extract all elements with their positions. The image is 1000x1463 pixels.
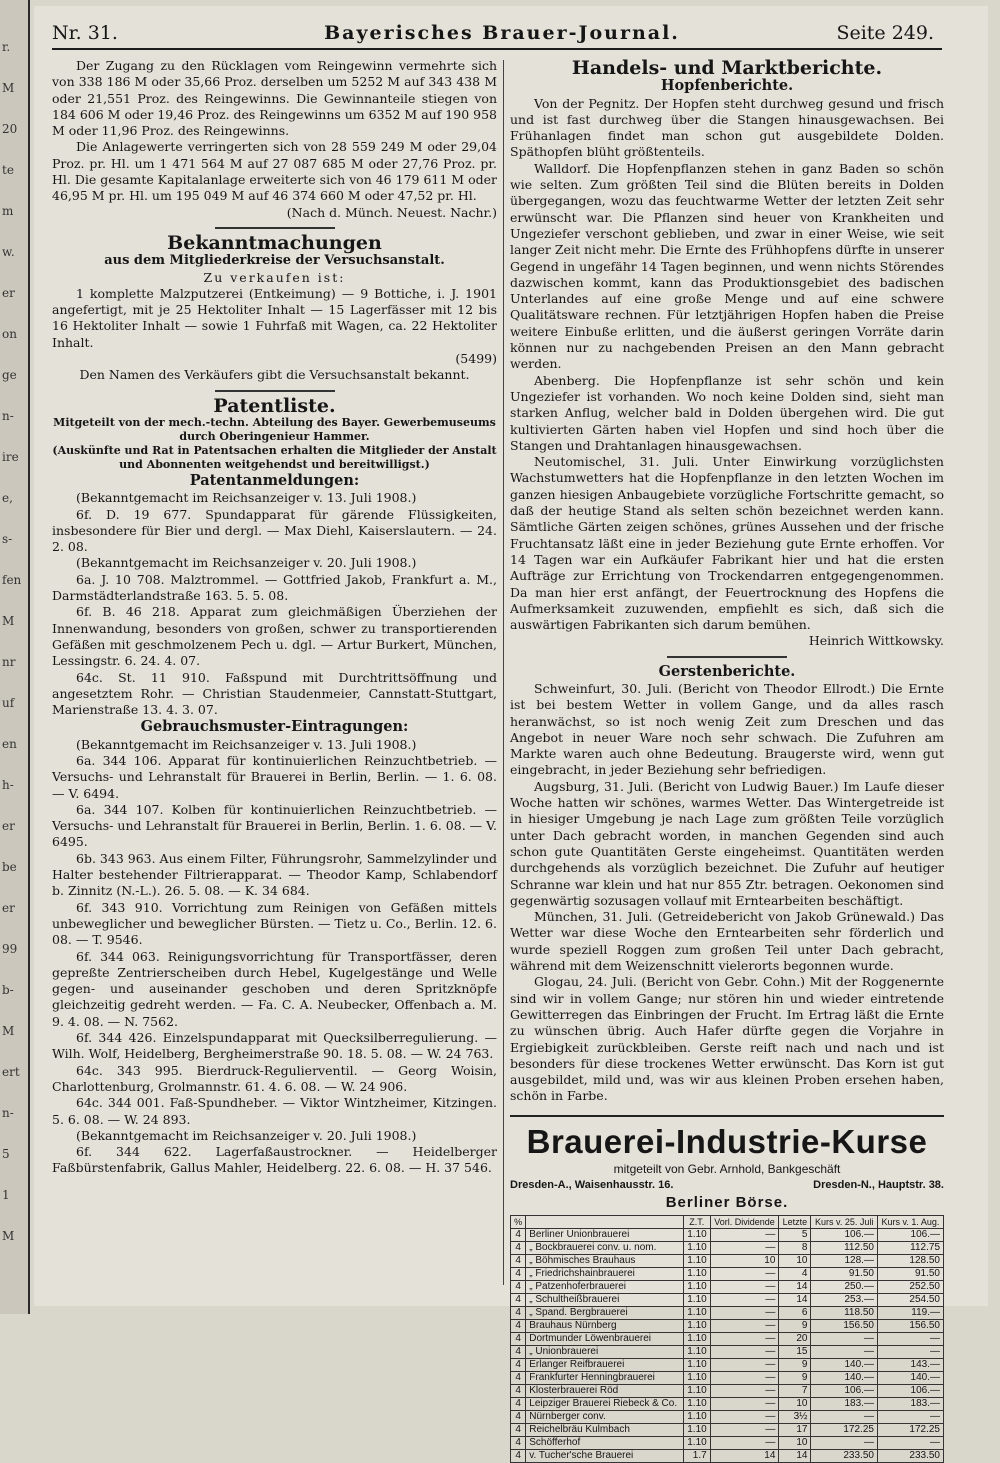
patent-entry: 64c. St. 11 910. Faßspund mit Durchtrittsöffnung und angesetztem Rohr. — Christian Staudenmeier, Cannstatt-Stuttgart, Marienstraße 13. 4. 3. 07. — [52, 669, 497, 718]
table-row — [511, 1254, 944, 1267]
table-cell: 4 — [511, 1436, 526, 1449]
barley-report: Glogau, 24. Juli. (Bericht von Gebr. Cohn.) Mit der Roggenernte sind wir in vollem Gange; nur stören hin und wieder eintretende Gewitterregen das Einbringen der Frucht. Im Ertrag läßt die Ernte zu wünschen übrig. Auch Hafer dürfte gegen die Vorjahre in Ergiebigkeit zurückbleiben. Gerste reift nach und nach und ist besonders für diese trockenes Wetter erwünscht. Das Korn ist gut ausgebildet, mild und, was wir aus kleinen Proben ersehen haben, schön in Farbe. — [510, 974, 944, 1104]
table-cell: „ Spand. Bergbrauerei — [526, 1306, 684, 1319]
table-row — [511, 1371, 944, 1384]
page-number: Seite 249. — [836, 22, 934, 44]
table-cell: 233.50 — [811, 1449, 877, 1462]
table-cell: „ Unionbrauerei — [526, 1345, 684, 1358]
table-cell: Frankfurter Henningbrauerei — [526, 1371, 684, 1384]
edge-fragment: er — [2, 286, 15, 300]
table-cell: 112.75 — [877, 1241, 943, 1254]
hops-reports-title: Hopfenberichte. — [660, 77, 794, 95]
stock-column-header: % — [511, 1215, 526, 1228]
ad-address-right: Dresden-N., Hauptstr. 38. — [813, 1179, 944, 1191]
table-cell: 5 — [779, 1228, 811, 1241]
table-cell: 7 — [779, 1384, 811, 1397]
table-cell: — — [710, 1293, 779, 1306]
intro-paragraph-2: Die Anlagewerte verringerten sich von 28 559 249 M oder 29,04 Proz. pr. Hl. um 1 471 564 M auf 27 087 685 M oder 27,76 Proz. pr. Hl. Die gesamte Kapitalanlage erweiterte sich von 46 179 611 M oder 46,95 M pr. Hl. um 195 049 M auf 46 374 660 M oder 47,52 pr. Hl. — [52, 139, 497, 204]
table-cell: 252.50 — [877, 1280, 943, 1293]
hops-report: Von der Pegnitz. Der Hopfen steht durchweg gesund und frisch und ist fast durchweg über die Stangen hinausgewachsen. Bei Frühanlagen findet man schon gut ausgebildete Dolden. Späthopfen blüht größtenteils. — [510, 95, 944, 160]
stock-column-header: Vorl. Dividende — [710, 1215, 779, 1228]
table-row — [511, 1410, 944, 1423]
table-cell: 1.10 — [683, 1384, 710, 1397]
utility-models-list — [52, 737, 497, 1177]
patent-entry: 6a. J. 10 708. Malztrommel. — Gottfried Jakob, Frankfurt a. M., Darmstädterlandstraße 163. 5. 5. 08. — [52, 571, 497, 604]
patent-entry: (Bekanntgemacht im Reichsanzeiger v. 13. Juli 1908.) — [76, 490, 417, 506]
table-cell: 4 — [511, 1241, 526, 1254]
table-cell: — — [710, 1345, 779, 1358]
for-sale-text: 1 komplette Malzputzerei (Entkeimung) — 9 Bottiche, i. J. 1901 angefertigt, mit je 25 Hektoliter Inhalt — 15 Lagerfässer mit 12 bis 16 Hektoliter Inhalt — sowie 1 Fuhrfaß mit Wagen, ca. 22 Hektoliter Inhalt. — [52, 285, 497, 350]
patent-list-title: Patentliste. — [213, 394, 336, 417]
edge-fragment: uf — [2, 696, 15, 710]
table-cell: 1.10 — [683, 1436, 710, 1449]
table-cell: 17 — [779, 1423, 811, 1436]
table-cell: 10 — [710, 1254, 779, 1267]
table-cell: 1.10 — [683, 1267, 710, 1280]
stock-column-header: Kurs v. 1. Aug. — [877, 1215, 943, 1228]
edge-fragment: 99 — [2, 942, 18, 956]
for-sale-note: Den Namen des Verkäufers gibt die Versuchsanstalt bekannt. — [79, 367, 470, 383]
table-cell: Berliner Unionbrauerei — [526, 1228, 684, 1241]
table-cell: 1.10 — [683, 1371, 710, 1384]
ad-subtitle: mitgeteilt von Gebr. Arnhold, Bankgeschäft — [613, 1161, 841, 1176]
for-sale-number: (5499) — [455, 351, 497, 367]
utility-models-title: Gebrauchsmuster-Eintragungen: — [140, 718, 409, 736]
table-row — [511, 1436, 944, 1449]
table-cell: 4 — [511, 1306, 526, 1319]
edge-fragment: M — [2, 614, 15, 628]
table-cell: — — [877, 1410, 943, 1423]
edge-fragment: h- — [2, 778, 14, 792]
utility-model-entry: (Bekanntgemacht im Reichsanzeiger v. 20. Juli 1908.) — [76, 1127, 417, 1143]
edge-fragment: m — [2, 204, 14, 218]
patent-entry: 6f. B. 46 218. Apparat zum gleichmäßigen Überziehen der Innenwandung, besonders von großen, schwer zu transportierenden Gefäßen mit geschmolzenem Pech u. dgl. — Artur Burkert, München, Lessingstr. 6. 24. 4. 07. — [52, 604, 497, 669]
table-cell: — — [710, 1384, 779, 1397]
table-cell: 4 — [511, 1449, 526, 1462]
table-cell: 172.25 — [811, 1423, 877, 1436]
table-cell: 106.— — [811, 1228, 877, 1241]
table-cell: Reichelbräu Kulmbach — [526, 1423, 684, 1436]
barley-report: Schweinfurt, 30. Juli. (Bericht von Theodor Ellrodt.) Die Ernte ist bei bestem Wetter in vollem Gange, und da alles rasch heranwächst, so ist noch wenig Zeit zum Dreschen und das Angebot in neuer Ware noch sehr schwach. Die Zufuhren am Markte waren auch ohne Bedeutung. Braugerste wird, wenn gut eingebracht, in jeder Beziehung sehr befriedigen. — [510, 680, 944, 778]
hops-report: Neutomischel, 31. Juli. Unter Einwirkung vorzüglichsten Wachstumwetters hat die Hopfenpflanze in den letzten Wochen im ganzen hiesigen Anbaugebiete vorzügliche Fortschritte gemacht, so daß der heutige Stand als selten schön bezeichnet werden kann. Sämtliche Gärten zeigen schönes, grünes Aussehen und der frische Fruchtansatz läßt eine in jeder Beziehung gute Ernte erhoffen. Vor 14 Tagen war ein Aufkäufer Fabrikant hier und hat die ersten Aufträge zur Errichtung von Trockendarren entgegengenommen. Da man hier erst anfängt, der Feuertrocknung des Hopfens die Aufmerksamkeit zuzuwenden, empfiehlt es sich, daß sich die auswärtigen Fabrikanten sich darum bemühen. — [510, 454, 944, 633]
table-cell: 128.— — [811, 1254, 877, 1267]
edge-fragment: M — [2, 1229, 15, 1243]
table-cell: 1.10 — [683, 1397, 710, 1410]
intro-source: (Nach d. Münch. Neuest. Nachr.) — [286, 204, 497, 220]
table-cell: — — [710, 1410, 779, 1423]
table-cell: Nürnberger conv. — [526, 1410, 684, 1423]
table-cell: 1.10 — [683, 1241, 710, 1254]
edge-fragment: te — [2, 163, 14, 177]
table-cell: 4 — [511, 1423, 526, 1436]
stock-table — [510, 1215, 944, 1463]
section-rule — [215, 227, 335, 229]
announcements-title: Bekanntmachungen — [167, 231, 382, 254]
table-cell: 4 — [511, 1384, 526, 1397]
table-cell: 14 — [779, 1449, 811, 1462]
table-cell: — — [710, 1397, 779, 1410]
journal-title: Bayerisches Brauer-Journal. — [324, 22, 680, 44]
stock-exchange-title: Berliner Börse. — [665, 1194, 789, 1212]
table-cell: 119.— — [877, 1306, 943, 1319]
edge-fragment: be — [2, 860, 17, 874]
table-cell: 1.10 — [683, 1319, 710, 1332]
edge-fragment: M — [2, 81, 15, 95]
table-cell: — — [710, 1267, 779, 1280]
table-row — [511, 1423, 944, 1436]
table-cell: 1.10 — [683, 1410, 710, 1423]
table-cell: 140.— — [877, 1371, 943, 1384]
table-cell: 4 — [511, 1228, 526, 1241]
table-cell: — — [710, 1228, 779, 1241]
table-cell: 1.7 — [683, 1449, 710, 1462]
ad-title: Brauerei-Industrie-Kurse — [526, 1122, 928, 1160]
patent-applications-title: Patentanmeldungen: — [189, 471, 360, 489]
edge-fragment: s- — [2, 532, 13, 546]
table-cell: 106.— — [877, 1228, 943, 1241]
table-row — [511, 1358, 944, 1371]
table-row — [511, 1241, 944, 1254]
patent-applications-list — [52, 490, 497, 718]
table-cell: 6 — [779, 1306, 811, 1319]
announcements-subtitle: aus dem Mitgliederkreise der Versuchsanstalt. — [104, 253, 445, 269]
table-cell: — — [710, 1319, 779, 1332]
hops-report: Abenberg. Die Hopfenpflanze ist sehr schön und kein Ungeziefer ist vorhanden. Wo noch keine Dolden sind, sieht man starken Anflug, welcher bald in Dolden übergehen wird. Die gut kultivierten Gärten haben viel Hopfen und sind hoch über die Stangen und Drahtanlagen hinausgewachsen. — [510, 372, 944, 453]
table-cell: 1.10 — [683, 1293, 710, 1306]
table-cell: 254.50 — [877, 1293, 943, 1306]
table-cell: 4 — [511, 1332, 526, 1345]
stock-column-header: Z.T. — [683, 1215, 710, 1228]
table-cell: 9 — [779, 1319, 811, 1332]
table-cell: — — [710, 1332, 779, 1345]
table-cell: — — [811, 1436, 877, 1449]
table-cell: 1.10 — [683, 1306, 710, 1319]
table-cell: v. Tucher'sche Brauerei — [526, 1449, 684, 1462]
table-row — [511, 1384, 944, 1397]
table-cell: — — [811, 1332, 877, 1345]
stock-advertisement — [510, 1115, 944, 1463]
table-cell: 118.50 — [811, 1306, 877, 1319]
table-cell: — — [710, 1436, 779, 1449]
table-row — [511, 1293, 944, 1306]
utility-model-entry: 6b. 343 963. Aus einem Filter, Führungsrohr, Sammelzylinder und Halter bestehender Filtrierapparat. — Theodor Kamp, Schlabendorf b. Zinnitz (N.-L.). 26. 5. 08. — K. 34 684. — [52, 850, 497, 899]
table-row — [511, 1319, 944, 1332]
table-cell: — — [710, 1358, 779, 1371]
utility-model-entry: 64c. 343 995. Bierdruck-Regulierventil. — Georg Woisin, Charlottenburg, Grolmannstr. 61. 4. 6. 08. — W. 24 906. — [52, 1062, 497, 1094]
stock-column-header — [526, 1215, 684, 1228]
table-cell: 4 — [511, 1345, 526, 1358]
table-row — [511, 1306, 944, 1319]
table-cell: 4 — [511, 1293, 526, 1306]
table-cell: 9 — [779, 1358, 811, 1371]
table-cell: — — [710, 1306, 779, 1319]
utility-model-entry: (Bekanntgemacht im Reichsanzeiger v. 13. Juli 1908.) — [76, 736, 417, 752]
ad-addresses — [510, 1177, 944, 1193]
table-cell: 156.50 — [877, 1319, 943, 1332]
utility-model-entry: 6a. 344 107. Kolben für kontinuierlichen Reinzuchtbetrieb. — Versuchs- und Lehranstalt für Brauerei in Berlin, Berlin. 1. 6. 08. — V. 6495. — [52, 801, 497, 850]
previous-page-edge — [0, 0, 30, 1314]
table-cell: Klosterbrauerei Röd — [526, 1384, 684, 1397]
intro-paragraph-1: Der Zugang zu den Rücklagen vom Reingewinn vermehrte sich von 338 186 M oder 35,66 Proz. derselben um 5252 M auf 343 438 M oder 21,551 Proz. des Reingewinns. Die Gewinnanteile stiegen von 184 606 M oder 19,46 Proz. des Reingewinns um 6352 M auf 190 958 M oder 11,96 Proz. des Reingewinns. — [52, 58, 497, 139]
table-cell: — — [811, 1410, 877, 1423]
table-cell: 172.25 — [877, 1423, 943, 1436]
table-row — [511, 1397, 944, 1410]
edge-fragment: er — [2, 901, 15, 915]
table-cell: 14 — [779, 1280, 811, 1293]
stock-table-header — [511, 1215, 944, 1228]
table-cell: „ Patzenhoferbrauerei — [526, 1280, 684, 1293]
table-cell: 4 — [779, 1267, 811, 1280]
page-header — [52, 22, 942, 50]
section-rule — [215, 390, 335, 392]
table-cell: 106.— — [811, 1384, 877, 1397]
table-cell: — — [710, 1423, 779, 1436]
table-cell: 10 — [779, 1397, 811, 1410]
table-cell: 14 — [779, 1293, 811, 1306]
edge-fragment: n- — [2, 1106, 14, 1120]
table-cell: 14 — [710, 1449, 779, 1462]
edge-fragment: ire — [2, 450, 19, 464]
table-cell: 106.— — [877, 1384, 943, 1397]
table-cell: 4 — [511, 1319, 526, 1332]
table-row — [511, 1332, 944, 1345]
table-cell: 4 — [511, 1397, 526, 1410]
table-cell: Schöfferhof — [526, 1436, 684, 1449]
table-cell: 1.10 — [683, 1345, 710, 1358]
edge-fragment: ge — [2, 368, 17, 382]
patent-entry: 6f. D. 19 677. Spundapparat für gärende Flüssigkeiten, insbesondere für Bier und dergl. — Max Diehl, Kaiserslautern. — 24. 2. 08. — [52, 506, 497, 555]
edge-fragment: fen — [2, 573, 22, 587]
table-cell: 1.10 — [683, 1254, 710, 1267]
table-cell: „ Böhmisches Brauhaus — [526, 1254, 684, 1267]
utility-model-entry: 6f. 344 063. Reinigungsvorrichtung für Transportfässer, deren gepreßte Zentrierscheiben durch Hebel, Kugelgestänge und Welle gegen- und auseinander geschoben und deren Spritzknöpfe gleichzeitig gedreht werden. — Fa. C. A. Neubecker, Offenbach a. M. 9. 4. 08. — N. 7562. — [52, 948, 497, 1029]
table-cell: 91.50 — [877, 1267, 943, 1280]
table-cell: 156.50 — [811, 1319, 877, 1332]
table-row — [511, 1449, 944, 1462]
table-cell: 253.— — [811, 1293, 877, 1306]
table-cell: 20 — [779, 1332, 811, 1345]
table-cell: 10 — [779, 1254, 811, 1267]
stock-table-body — [511, 1228, 944, 1462]
table-cell: 91.50 — [811, 1267, 877, 1280]
table-cell: Brauhaus Nürnberg — [526, 1319, 684, 1332]
table-cell: 112.50 — [811, 1241, 877, 1254]
table-cell: 10 — [779, 1436, 811, 1449]
stock-column-header: Kurs v. 25. Juli — [811, 1215, 877, 1228]
edge-fragment: 5 — [2, 1147, 10, 1161]
table-cell: 183.— — [877, 1397, 943, 1410]
right-column — [510, 58, 944, 1463]
table-cell: 143.— — [877, 1358, 943, 1371]
edge-fragment: r. — [2, 40, 11, 54]
patent-entry: (Bekanntgemacht im Reichsanzeiger v. 20. Juli 1908.) — [76, 555, 417, 571]
stock-column-header: Letzte — [779, 1215, 811, 1228]
table-cell: 233.50 — [877, 1449, 943, 1462]
market-reports-title: Handels- und Marktberichte. — [571, 57, 883, 79]
section-rule — [667, 656, 787, 658]
barley-reports-title: Gerstenberichte. — [658, 662, 796, 680]
barley-report: Augsburg, 31. Juli. (Bericht von Ludwig Bauer.) Im Laufe dieser Woche hatten wir schönes, warmes Wetter. Das Wintergetreide ist in hiesiger Umgebung je nach Lage zum größten Teile vorzüglich unter Dach gebracht worden, in manchen Gegenden sind auch schon gute Quantitäten Gerste eingeheimst. Quantitäten werden durchgehends als vorzüglich bezeichnet. Die Zufuhr auf heutiger Schranne war klein und hat nur 855 Ztr. betragen. Oekonomen sind gegenwärtig sozusagen vollauf mit Erntearbeiten beschäftigt. — [510, 778, 944, 908]
edge-fragment: nr — [2, 655, 16, 669]
edge-fragment: w. — [2, 245, 15, 259]
hops-reports-list — [510, 96, 944, 634]
table-cell: — — [877, 1436, 943, 1449]
issue-number: Nr. 31. — [52, 22, 118, 44]
table-cell: — — [710, 1371, 779, 1384]
table-cell: — — [710, 1280, 779, 1293]
table-cell: 4 — [511, 1280, 526, 1293]
table-cell: „ Friedrichshainbrauerei — [526, 1267, 684, 1280]
table-cell: 140.— — [811, 1371, 877, 1384]
table-cell: 4 — [511, 1267, 526, 1280]
utility-model-entry: 6a. 344 106. Apparat für kontinuierlichen Reinzuchtbetrieb. — Versuchs- und Lehranstalt für Brauerei in Berlin, Berlin. — 1. 6. 08. — V. 6494. — [52, 752, 497, 801]
edge-fragment: e, — [2, 491, 13, 505]
edge-fragment: M — [2, 1024, 15, 1038]
utility-model-entry: 6f. 344 622. Lagerfaßaustrockner. — Heidelberger Faßbürstenfabrik, Gallus Mahler, Heidelberg. 22. 6. 08. — H. 37 546. — [52, 1144, 497, 1176]
table-cell: 3½ — [779, 1410, 811, 1423]
table-cell: „ Bockbrauerei conv. u. nom. — [526, 1241, 684, 1254]
table-cell: 4 — [511, 1254, 526, 1267]
edge-fragment: ert — [2, 1065, 20, 1079]
table-cell: 8 — [779, 1241, 811, 1254]
table-cell: — — [710, 1241, 779, 1254]
table-row — [511, 1228, 944, 1241]
barley-reports-list — [510, 681, 944, 1105]
table-cell: — — [877, 1332, 943, 1345]
hops-report: Walldorf. Die Hopfenpflanzen stehen in ganz Baden so schön wie selten. Zum größten Teil sind die Blüten bereits in Dolden übergegangen, wozu das feuchtwarme Wetter der letzten Zeit sehr erwünscht war. Die Pflanzen sind heuer von Krankheiten und Ungeziefer verschont geblieben, und zwar in einer Weise, wie seit langer Zeit nicht mehr. Die Ernte des Frühhopfens dürfte in unserer Gegend in ungefähr 14 Tagen beginnen, und wenn nichts Störendes dazwischen kommt, kann das Produktionsgebiet des badischen Unterlandes auf eine große Menge und auf eine schwere Qualitätsware rechnen. Für letztjährigen Hopfen haben die Preise weitere Einbuße erlitten, und die äußerst geringen Vorräte darin können nur zu nachgebenden Preisen an den Mann gebracht werden. — [510, 160, 944, 372]
hops-report-signature: Heinrich Wittkowsky. — [808, 633, 944, 649]
edge-fragment: n- — [2, 409, 14, 423]
table-cell: 1.10 — [683, 1358, 710, 1371]
table-cell: 1.10 — [683, 1423, 710, 1436]
column-divider — [503, 60, 504, 1285]
table-cell: Erlanger Reifbrauerei — [526, 1358, 684, 1371]
edge-fragment: en — [2, 737, 17, 751]
table-cell: 15 — [779, 1345, 811, 1358]
table-row — [511, 1280, 944, 1293]
edge-fragment: on — [2, 327, 17, 341]
edge-fragment: 20 — [2, 122, 18, 136]
patent-list-credit: Mitgeteilt von der mech.-techn. Abteilung des Bayer. Gewerbemuseums durch Oberingenieur Hammer. — [53, 415, 496, 443]
utility-model-entry: 64c. 344 001. Faß-Spundheber. — Viktor Wintzheimer, Kitzingen. 5. 6. 08. — W. 24 893. — [52, 1095, 497, 1127]
table-cell: „ Schultheißbrauerei — [526, 1293, 684, 1306]
utility-model-entry: 6f. 344 426. Einzelspundapparat mit Quecksilberregulierung. — Wilh. Wolf, Heidelberg, Bergheimerstraße 90. 18. 5. 08. — W. 24 763. — [52, 1030, 497, 1062]
table-cell: 1.10 — [683, 1332, 710, 1345]
table-cell: — — [811, 1345, 877, 1358]
table-cell: 9 — [779, 1371, 811, 1384]
table-cell: 4 — [511, 1371, 526, 1384]
table-cell: 4 — [511, 1410, 526, 1423]
table-cell: 250.— — [811, 1280, 877, 1293]
table-cell: Leipziger Brauerei Riebeck & Co. — [526, 1397, 684, 1410]
table-row — [511, 1345, 944, 1358]
ad-address-left: Dresden-A., Waisenhausstr. 16. — [510, 1179, 674, 1191]
patent-list-note: (Auskünfte und Rat in Patentsachen erhalten die Mitglieder der Anstalt und Abonnenten weitgehendst und bereitwilligst.) — [52, 443, 497, 471]
edge-fragment: b- — [2, 983, 14, 997]
table-cell: — — [877, 1345, 943, 1358]
table-row — [511, 1267, 944, 1280]
table-cell: 128.50 — [877, 1254, 943, 1267]
edge-fragment: er — [2, 819, 15, 833]
table-cell: 4 — [511, 1358, 526, 1371]
table-cell: 140.— — [811, 1358, 877, 1371]
table-cell: 1.10 — [683, 1280, 710, 1293]
left-column — [52, 58, 497, 1177]
barley-report: München, 31. Juli. (Getreidebericht von Jakob Grünewald.) Das Wetter war diese Woche den Erntearbeiten sehr förderlich und wurde speziell Roggen zum großen Teil unter Dach gebracht, während mit dem Weizenschnitt vielerorts begonnen wurde. — [510, 909, 944, 974]
table-cell: Dortmunder Löwenbrauerei — [526, 1332, 684, 1345]
edge-fragment: 1 — [2, 1188, 10, 1202]
utility-model-entry: 6f. 343 910. Vorrichtung zum Reinigen von Gefäßen mittels unbeweglicher und beweglicher Bürsten. — Tietz u. Co., Berlin. 12. 6. 08. — T. 9546. — [52, 899, 497, 948]
table-cell: 183.— — [811, 1397, 877, 1410]
table-cell: 1.10 — [683, 1228, 710, 1241]
for-sale-heading: Zu verkaufen ist: — [203, 269, 346, 285]
